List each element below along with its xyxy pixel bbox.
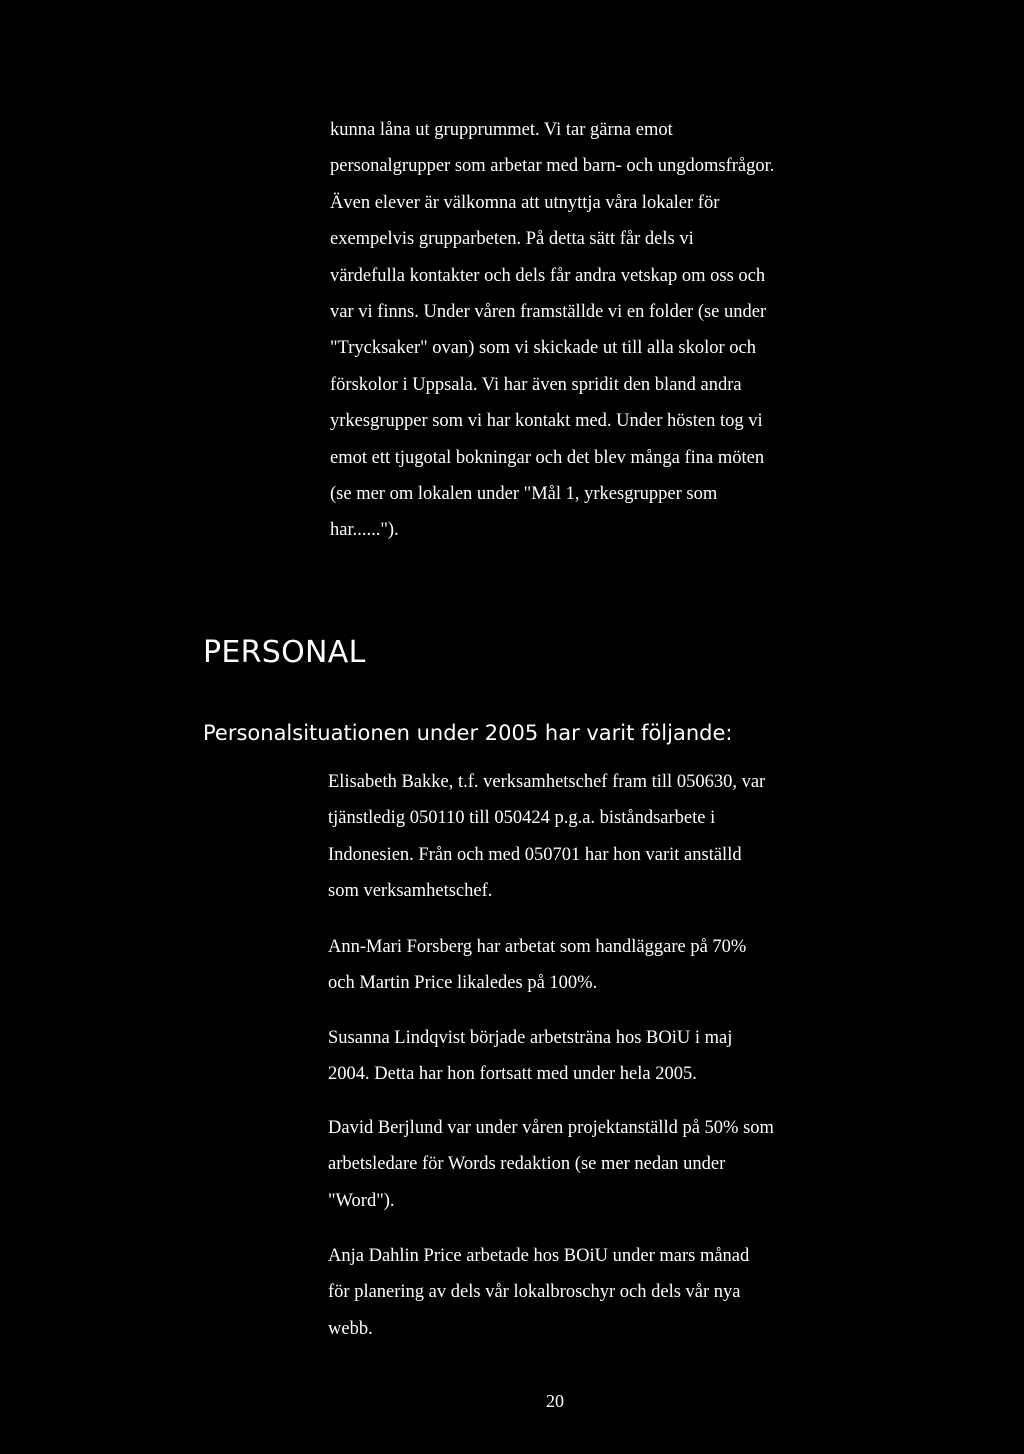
section-subheading: Personalsituationen under 2005 har varit följande: — [203, 721, 733, 745]
paragraph-susanna-lindqvist: Susanna Lindqvist började arbetsträna hos BOiU i maj 2004. Detta har hon fortsatt med under hela 2005. — [328, 1028, 733, 1085]
paragraph-elisabeth-bakke: Elisabeth Bakke, t.f. verksamhetschef fram till 050630, var tjänstledig 050110 till 050424 p.g.a. biståndsarbete i Indonesien. Från och med 050701 har hon varit anställd som verksamhetschef. — [328, 772, 766, 902]
paragraph-anja-dahlin-price: Anja Dahlin Price arbetade hos BOiU under mars månad för planering av dels vår lokalbroschyr och dels vår nya webb. — [328, 1246, 750, 1339]
paragraph-ann-mari-forsberg: Ann-Mari Forsberg har arbetat som handläggare på 70% och Martin Price likaledes på 100%. — [328, 937, 747, 994]
intro-paragraph: kunna låna ut grupprummet. Vi tar gärna emot personalgrupper som arbetar med barn- och ungdomsfrågor. Även elever är välkomna att utnyttja våra lokaler för exempelvis grupparbeten. På detta sätt får dels vi värdefulla kontakter och dels får andra vetskap om oss och var vi finns. Under våren framställde vi en folder (se under "Trycksaker" ovan) som vi skickade ut till alla skolor och förskolor i Uppsala. Vi har även spridit den bland andra yrkesgrupper som vi har kontakt med. Under hösten tog vi emot ett tjugotal bokningar och det blev många fina möten (se mer om lokalen under "Mål 1, yrkesgrupper som har......"). — [330, 120, 775, 541]
page-number: 20 — [546, 1391, 564, 1411]
paragraph-david-berjlund: David Berjlund var under våren projektanställd på 50% som arbetsledare för Words redaktion (se mer nedan under "Word"). — [328, 1118, 774, 1211]
section-heading-personal: PERSONAL — [203, 635, 366, 670]
